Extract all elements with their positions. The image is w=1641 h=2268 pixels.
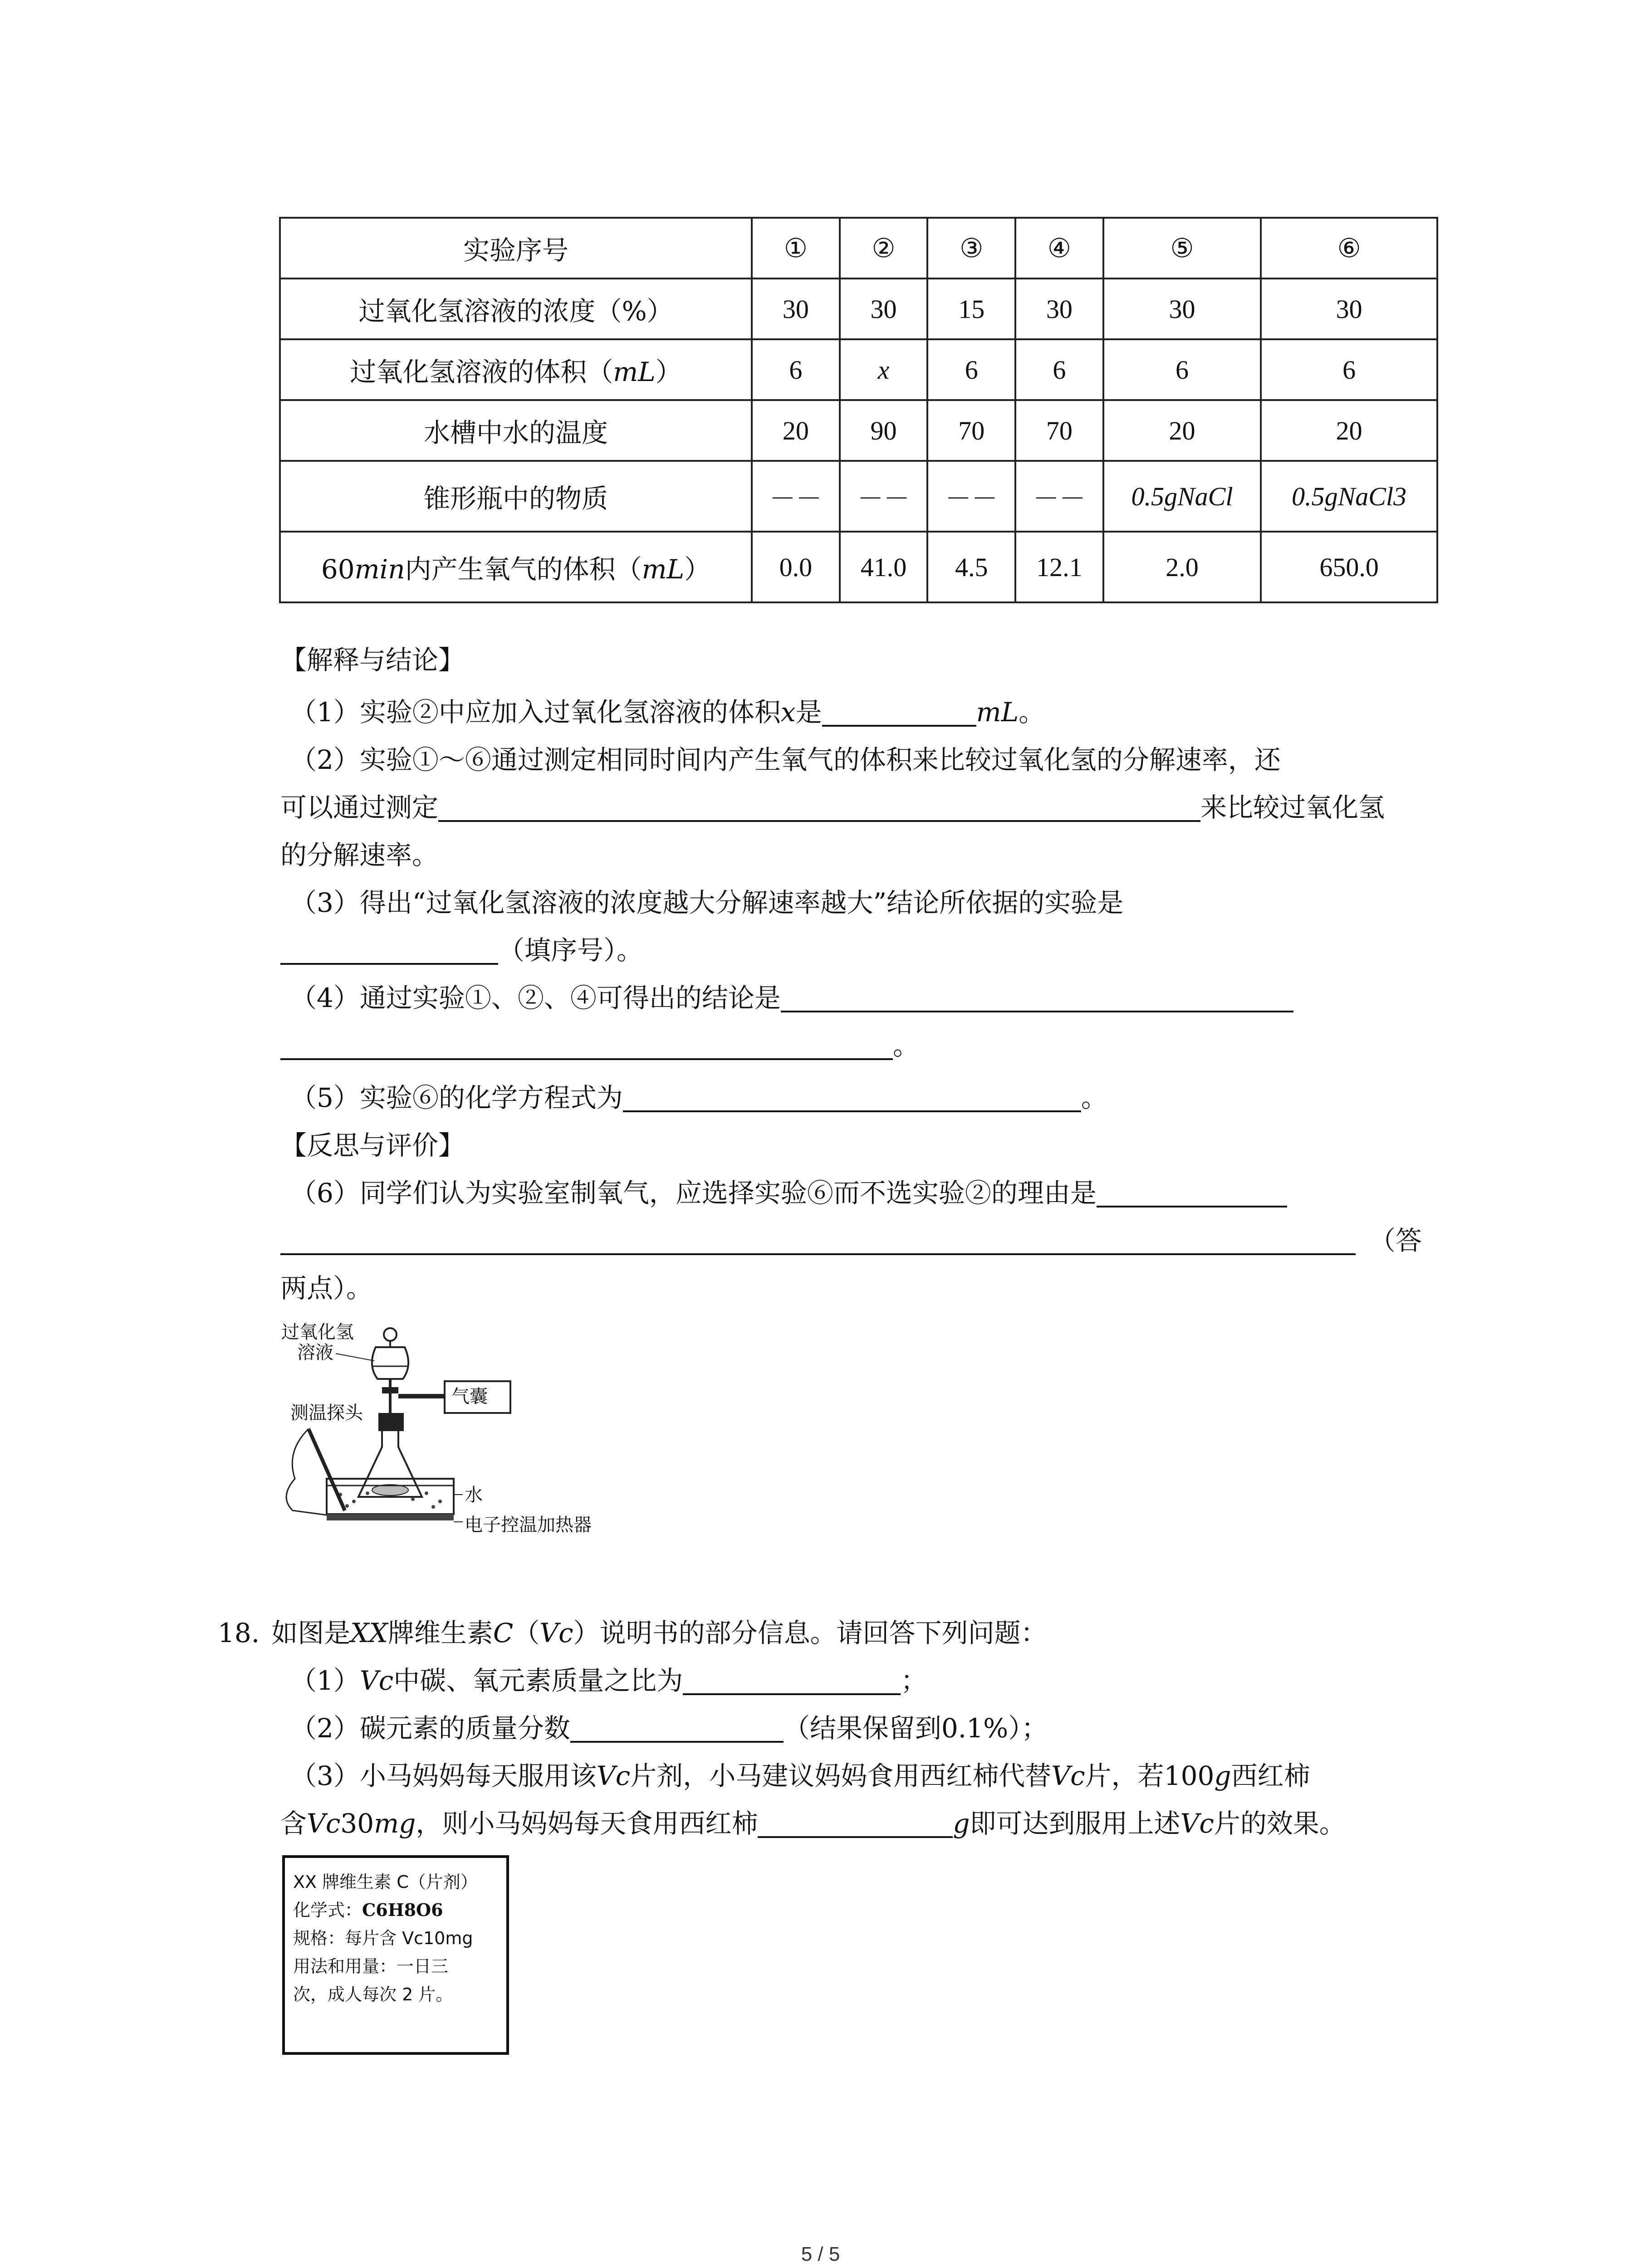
vc-box-line: 用法和用量：一日三 [293,1956,449,1976]
q18-text: ）说明书的部分信息。请回答下列问题： [573,1618,1047,1648]
q2-text: 来比较过氧化氢 [1200,792,1385,823]
table-cell: 70 [927,400,1015,461]
question-6-line-1 [290,1173,1287,1213]
q18-text: 西红柿 [1231,1760,1310,1791]
table-cell: 12.1 [1015,532,1103,602]
q18-text: （1） [290,1665,360,1696]
question-4-line-1 [290,978,1293,1018]
label-text: 过氧化氢溶液的体积（ [350,357,613,387]
label-text: ） [684,554,711,585]
table-cell: 6 [1015,339,1103,400]
table-cell: ① [752,218,840,279]
table-cell: 4.5 [927,532,1015,602]
table-cell: 70 [1015,400,1103,461]
probe-label: 测温探头 [290,1403,363,1423]
q18-text: （ [513,1618,540,1648]
table-cell: 30 [752,279,840,339]
unit-text: min [354,554,405,585]
q1-text: 是 [795,697,822,728]
question-2-line-3: 的分解速率。 [280,840,439,870]
solution-label-line-2: 溶液 [297,1342,333,1363]
table-cell: 6 [1103,339,1261,400]
q1-variable: x [780,697,796,728]
funnel-stopper-icon [384,1328,397,1341]
q18-text: 30 [340,1808,374,1839]
q18-text: 片的效果。 [1214,1808,1346,1839]
table-cell: 0.5gNaCl [1103,461,1261,532]
q1-unit: mL [976,697,1019,728]
vc-box-line: 次，成人每次 2 片。 [293,1984,453,2004]
q18-text: C [493,1618,514,1648]
table-cell: 30 [1261,279,1437,339]
label-text: 内产生氧气的体积（ [405,554,642,585]
vc-box-line [293,1896,498,1924]
q18-text: mg [374,1808,416,1839]
question-18-part-1 [290,1660,927,1701]
q3-text: （填序号）。 [498,935,643,966]
q4-text: （4）通过实验①、②、④可得出的结论是 [290,982,781,1013]
experiment-table [279,217,1438,603]
q18-text: 中碳、氧元素质量之比为 [393,1665,683,1696]
question-18-part-2 [290,1708,1048,1749]
table-cell: 20 [1261,400,1437,461]
q18-text: Vc [307,1808,341,1839]
vc-box-line: 规格：每片含 Vc10mg [293,1928,473,1948]
table-cell: －－ [752,461,840,532]
unit-text: mL [642,554,685,585]
q6-answer-blank-1[interactable] [1097,1178,1287,1207]
q1-text: （1）实验②中应加入过氧化氢溶液的体积 [290,697,781,728]
table-row [280,532,1437,602]
section-heading-reflection: 【反思与评价】 [280,1130,465,1161]
table-cell: －－ [840,461,928,532]
q18-text: Vc [596,1760,631,1791]
q18-text: 牌维生素 [387,1618,493,1648]
table-cell: ③ [927,218,1015,279]
table-cell: 15 [927,279,1015,339]
q18-1-answer-blank[interactable] [683,1665,901,1695]
q5-end: 。 [1081,1082,1107,1113]
table-cell: 0.5gNaCl3 [1261,461,1437,532]
q1-end: 。 [1019,697,1045,728]
table-cell: 0.0 [752,532,840,602]
table-cell: 30 [1103,279,1261,339]
gas-bag-label: 气囊 [451,1386,488,1407]
table-cell: 20 [752,400,840,461]
vc-formula: C6H8O6 [362,1900,443,1920]
table-cell: ④ [1015,218,1103,279]
row-label: 过氧化氢溶液的浓度（%） [280,279,752,339]
vitamin-c-label-box [282,1855,509,2055]
q18-text: ； [901,1665,927,1696]
table-cell: x [840,339,928,400]
q18-text: ，则小马妈妈每天食用西红柿 [416,1808,758,1839]
q4-answer-blank-1[interactable] [781,982,1293,1012]
q2-text: 可以通过测定 [280,792,439,823]
table-row [280,400,1437,461]
q18-text: Vc [359,1665,394,1696]
table-row [280,279,1437,339]
table-header-label: 实验序号 [280,218,752,279]
vc-box-text: 化学式： [293,1900,362,1920]
q18-text: （3）小马妈妈每天服用该 [290,1760,597,1791]
question-6-line-3: 两点）。 [280,1273,373,1304]
q4-end: 。 [893,1030,920,1061]
table-row [280,461,1437,532]
table-cell: 6 [1261,339,1437,400]
q18-text: 片，若100 [1085,1760,1215,1791]
unit-text: mL [613,357,656,387]
question-2-line-1: （2）实验①～⑥通过测定相同时间内产生氧气的体积来比较过氧化氢的分解速率，还 [290,744,1281,775]
table-cell: 6 [752,339,840,400]
question-6-line-2 [280,1220,1422,1261]
question-18-part-3-line-2 [280,1803,1346,1844]
table-cell: 90 [840,400,928,461]
separatory-funnel-icon [372,1341,408,1379]
row-label: 锥形瓶中的物质 [280,461,752,532]
q18-text: （2）碳元素的质量分数 [290,1713,570,1744]
table-header-row [280,218,1437,279]
q6-text: （答 [1369,1225,1422,1256]
row-label: 水槽中水的温度 [280,400,752,461]
table-row [280,339,1437,400]
table-cell: 650.0 [1261,532,1437,602]
table-cell: ⑤ [1103,218,1261,279]
question-2-line-2 [280,787,1385,828]
section-heading-explanation: 【解释与结论】 [280,645,465,675]
vc-box-line: XX 牌维生素 C（片剂） [293,1872,478,1892]
table-cell: 30 [1015,279,1103,339]
q1-answer-blank[interactable] [822,697,976,727]
table-cell: 2.0 [1103,532,1261,602]
question-4-line-2 [280,1025,919,1066]
table-cell: 30 [840,279,928,339]
water-label: 水 [465,1485,483,1505]
table-cell: －－ [927,461,1015,532]
q18-text: 如图是 [271,1618,351,1648]
q18-text: XX [350,1618,388,1648]
q5-answer-blank[interactable] [623,1082,1081,1112]
q3-answer-blank[interactable] [280,935,498,965]
q4-answer-blank-2[interactable] [280,1030,893,1060]
page-number: 5 / 5 [801,2243,840,2265]
q6-answer-blank-2[interactable] [280,1225,1356,1255]
q18-2-answer-blank[interactable] [570,1713,784,1743]
q18-text: g [1214,1760,1231,1791]
label-text: ） [655,357,682,387]
heater-label: 电子控温加热器 [465,1515,592,1535]
solution-label-line-1: 过氧化氢 [281,1322,354,1343]
question-18-intro [218,1613,1047,1653]
table-cell: ② [840,218,928,279]
q18-text: 含 [280,1808,307,1839]
table-cell: 41.0 [840,532,928,602]
q18-text: （结果保留到0.1%）； [783,1713,1048,1744]
row-label [280,339,752,400]
q18-text: Vc [1180,1808,1214,1839]
table-cell: ⑥ [1261,218,1437,279]
q2-answer-blank[interactable] [438,792,1200,822]
q18-3-answer-blank[interactable] [758,1808,953,1838]
q6-text: （6）同学们认为实验室制氧气，应选择实验⑥而不选实验②的理由是 [290,1178,1097,1208]
q5-text: （5）实验⑥的化学方程式为 [290,1082,623,1113]
q18-text: 即可达到服用上述 [970,1808,1181,1839]
row-label [280,532,752,602]
question-3-line-2 [280,930,643,971]
apparatus-figure [277,1315,622,1551]
q18-text: Vc [539,1618,573,1648]
q18-text: 片剂，小马建议妈妈食用西红柿代替 [630,1760,1052,1791]
question-5 [290,1077,1107,1118]
question-3-line-1: （3）得出“过氧化氢溶液的浓度越大分解速率越大”结论所依据的实验是 [290,887,1124,918]
label-text: 60 [321,554,355,585]
table-cell: 20 [1103,400,1261,461]
q18-text: Vc [1051,1760,1085,1791]
question-1 [290,692,1045,733]
question-number: 18. [218,1618,260,1648]
q18-text: g [953,1808,970,1839]
question-18-part-3-line-1 [290,1755,1310,1796]
table-cell: 6 [927,339,1015,400]
table-cell: －－ [1015,461,1103,532]
